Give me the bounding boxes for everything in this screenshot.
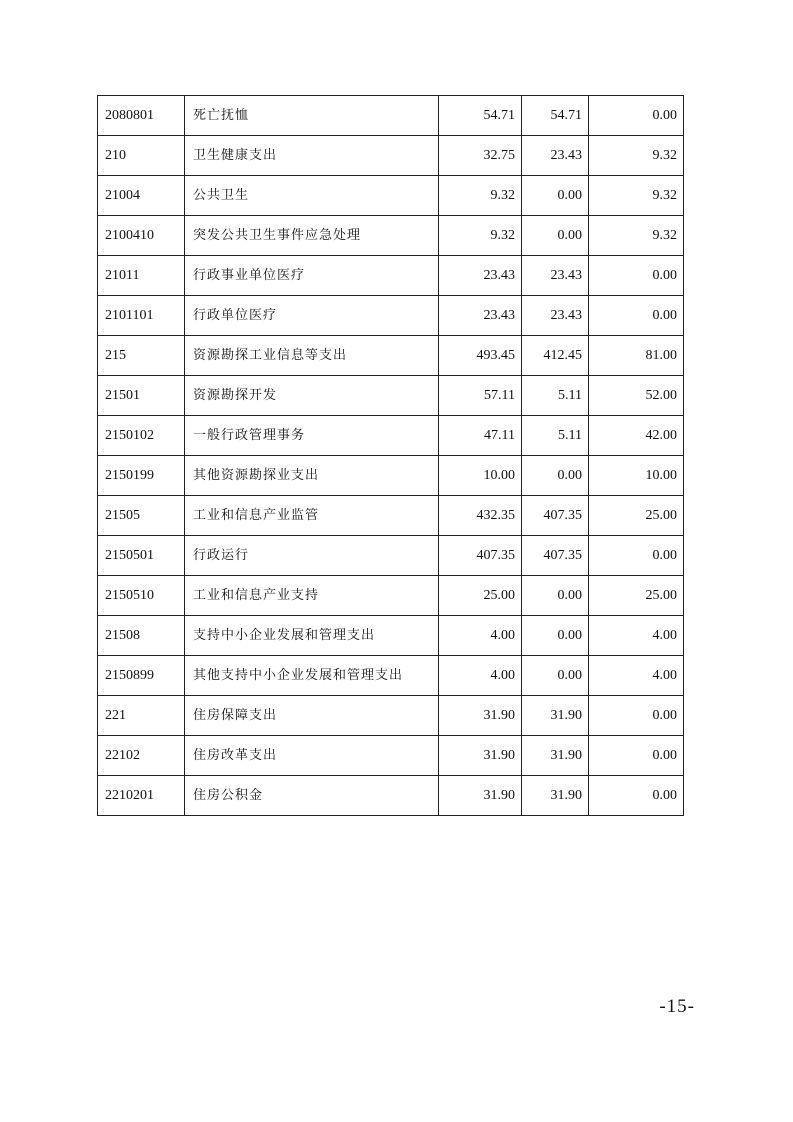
total-cell: 9.32 <box>439 176 522 216</box>
code-cell: 21004 <box>98 176 185 216</box>
table-row <box>98 176 684 216</box>
code-cell: 210 <box>98 136 185 176</box>
total-cell: 10.00 <box>439 456 522 496</box>
page-number: -15- <box>659 996 695 1017</box>
name-cell: 住房保障支出 <box>185 696 439 736</box>
name-cell: 公共卫生 <box>185 176 439 216</box>
basic-cell: 407.35 <box>522 496 589 536</box>
table-row <box>98 776 684 816</box>
name-cell: 行政事业单位医疗 <box>185 256 439 296</box>
project-cell: 9.32 <box>589 216 684 256</box>
code-cell: 21501 <box>98 376 185 416</box>
basic-cell: 0.00 <box>522 456 589 496</box>
table-body <box>98 96 684 816</box>
total-cell: 31.90 <box>439 776 522 816</box>
basic-cell: 0.00 <box>522 576 589 616</box>
project-cell: 0.00 <box>589 736 684 776</box>
name-cell: 其他资源勘探业支出 <box>185 456 439 496</box>
code-cell: 21505 <box>98 496 185 536</box>
code-cell: 2150510 <box>98 576 185 616</box>
table-row <box>98 216 684 256</box>
basic-cell: 5.11 <box>522 376 589 416</box>
table-row <box>98 296 684 336</box>
code-cell: 2150501 <box>98 536 185 576</box>
code-cell: 2101101 <box>98 296 185 336</box>
total-cell: 407.35 <box>439 536 522 576</box>
total-cell: 23.43 <box>439 256 522 296</box>
total-cell: 25.00 <box>439 576 522 616</box>
name-cell: 突发公共卫生事件应急处理 <box>185 216 439 256</box>
total-cell: 32.75 <box>439 136 522 176</box>
total-cell: 31.90 <box>439 696 522 736</box>
name-cell: 资源勘探开发 <box>185 376 439 416</box>
table-row <box>98 96 684 136</box>
name-cell: 卫生健康支出 <box>185 136 439 176</box>
project-cell: 0.00 <box>589 256 684 296</box>
total-cell: 4.00 <box>439 616 522 656</box>
basic-cell: 23.43 <box>522 136 589 176</box>
basic-cell: 407.35 <box>522 536 589 576</box>
basic-cell: 0.00 <box>522 656 589 696</box>
name-cell: 行政运行 <box>185 536 439 576</box>
total-cell: 4.00 <box>439 656 522 696</box>
project-cell: 52.00 <box>589 376 684 416</box>
code-cell: 215 <box>98 336 185 376</box>
code-cell: 2150199 <box>98 456 185 496</box>
total-cell: 432.35 <box>439 496 522 536</box>
project-cell: 9.32 <box>589 136 684 176</box>
code-cell: 2150899 <box>98 656 185 696</box>
code-cell: 2150102 <box>98 416 185 456</box>
name-cell: 一般行政管理事务 <box>185 416 439 456</box>
table-row <box>98 496 684 536</box>
basic-cell: 31.90 <box>522 736 589 776</box>
table-row <box>98 696 684 736</box>
total-cell: 57.11 <box>439 376 522 416</box>
code-cell: 21508 <box>98 616 185 656</box>
code-cell: 2100410 <box>98 216 185 256</box>
project-cell: 10.00 <box>589 456 684 496</box>
basic-cell: 0.00 <box>522 616 589 656</box>
expenditure-table <box>97 95 684 816</box>
table-row <box>98 336 684 376</box>
total-cell: 47.11 <box>439 416 522 456</box>
total-cell: 493.45 <box>439 336 522 376</box>
project-cell: 25.00 <box>589 576 684 616</box>
project-cell: 0.00 <box>589 536 684 576</box>
total-cell: 31.90 <box>439 736 522 776</box>
table-row <box>98 456 684 496</box>
project-cell: 0.00 <box>589 296 684 336</box>
table-row <box>98 656 684 696</box>
table-row <box>98 616 684 656</box>
code-cell: 2080801 <box>98 96 185 136</box>
name-cell: 工业和信息产业监管 <box>185 496 439 536</box>
basic-cell: 5.11 <box>522 416 589 456</box>
basic-cell: 23.43 <box>522 296 589 336</box>
table-row <box>98 376 684 416</box>
basic-cell: 54.71 <box>522 96 589 136</box>
project-cell: 0.00 <box>589 776 684 816</box>
project-cell: 4.00 <box>589 656 684 696</box>
project-cell: 4.00 <box>589 616 684 656</box>
name-cell: 住房改革支出 <box>185 736 439 776</box>
table-row <box>98 576 684 616</box>
code-cell: 22102 <box>98 736 185 776</box>
project-cell: 0.00 <box>589 96 684 136</box>
project-cell: 9.32 <box>589 176 684 216</box>
project-cell: 0.00 <box>589 696 684 736</box>
table-row <box>98 736 684 776</box>
project-cell: 25.00 <box>589 496 684 536</box>
name-cell: 住房公积金 <box>185 776 439 816</box>
total-cell: 23.43 <box>439 296 522 336</box>
code-cell: 2210201 <box>98 776 185 816</box>
project-cell: 81.00 <box>589 336 684 376</box>
name-cell: 其他支持中小企业发展和管理支出 <box>185 656 439 696</box>
name-cell: 行政单位医疗 <box>185 296 439 336</box>
basic-cell: 0.00 <box>522 216 589 256</box>
basic-cell: 31.90 <box>522 696 589 736</box>
code-cell: 221 <box>98 696 185 736</box>
total-cell: 54.71 <box>439 96 522 136</box>
basic-cell: 0.00 <box>522 176 589 216</box>
table-row <box>98 136 684 176</box>
name-cell: 资源勘探工业信息等支出 <box>185 336 439 376</box>
table-row <box>98 256 684 296</box>
name-cell: 工业和信息产业支持 <box>185 576 439 616</box>
project-cell: 42.00 <box>589 416 684 456</box>
table-row <box>98 536 684 576</box>
total-cell: 9.32 <box>439 216 522 256</box>
name-cell: 死亡抚恤 <box>185 96 439 136</box>
basic-cell: 412.45 <box>522 336 589 376</box>
table-row <box>98 416 684 456</box>
name-cell: 支持中小企业发展和管理支出 <box>185 616 439 656</box>
basic-cell: 23.43 <box>522 256 589 296</box>
code-cell: 21011 <box>98 256 185 296</box>
basic-cell: 31.90 <box>522 776 589 816</box>
